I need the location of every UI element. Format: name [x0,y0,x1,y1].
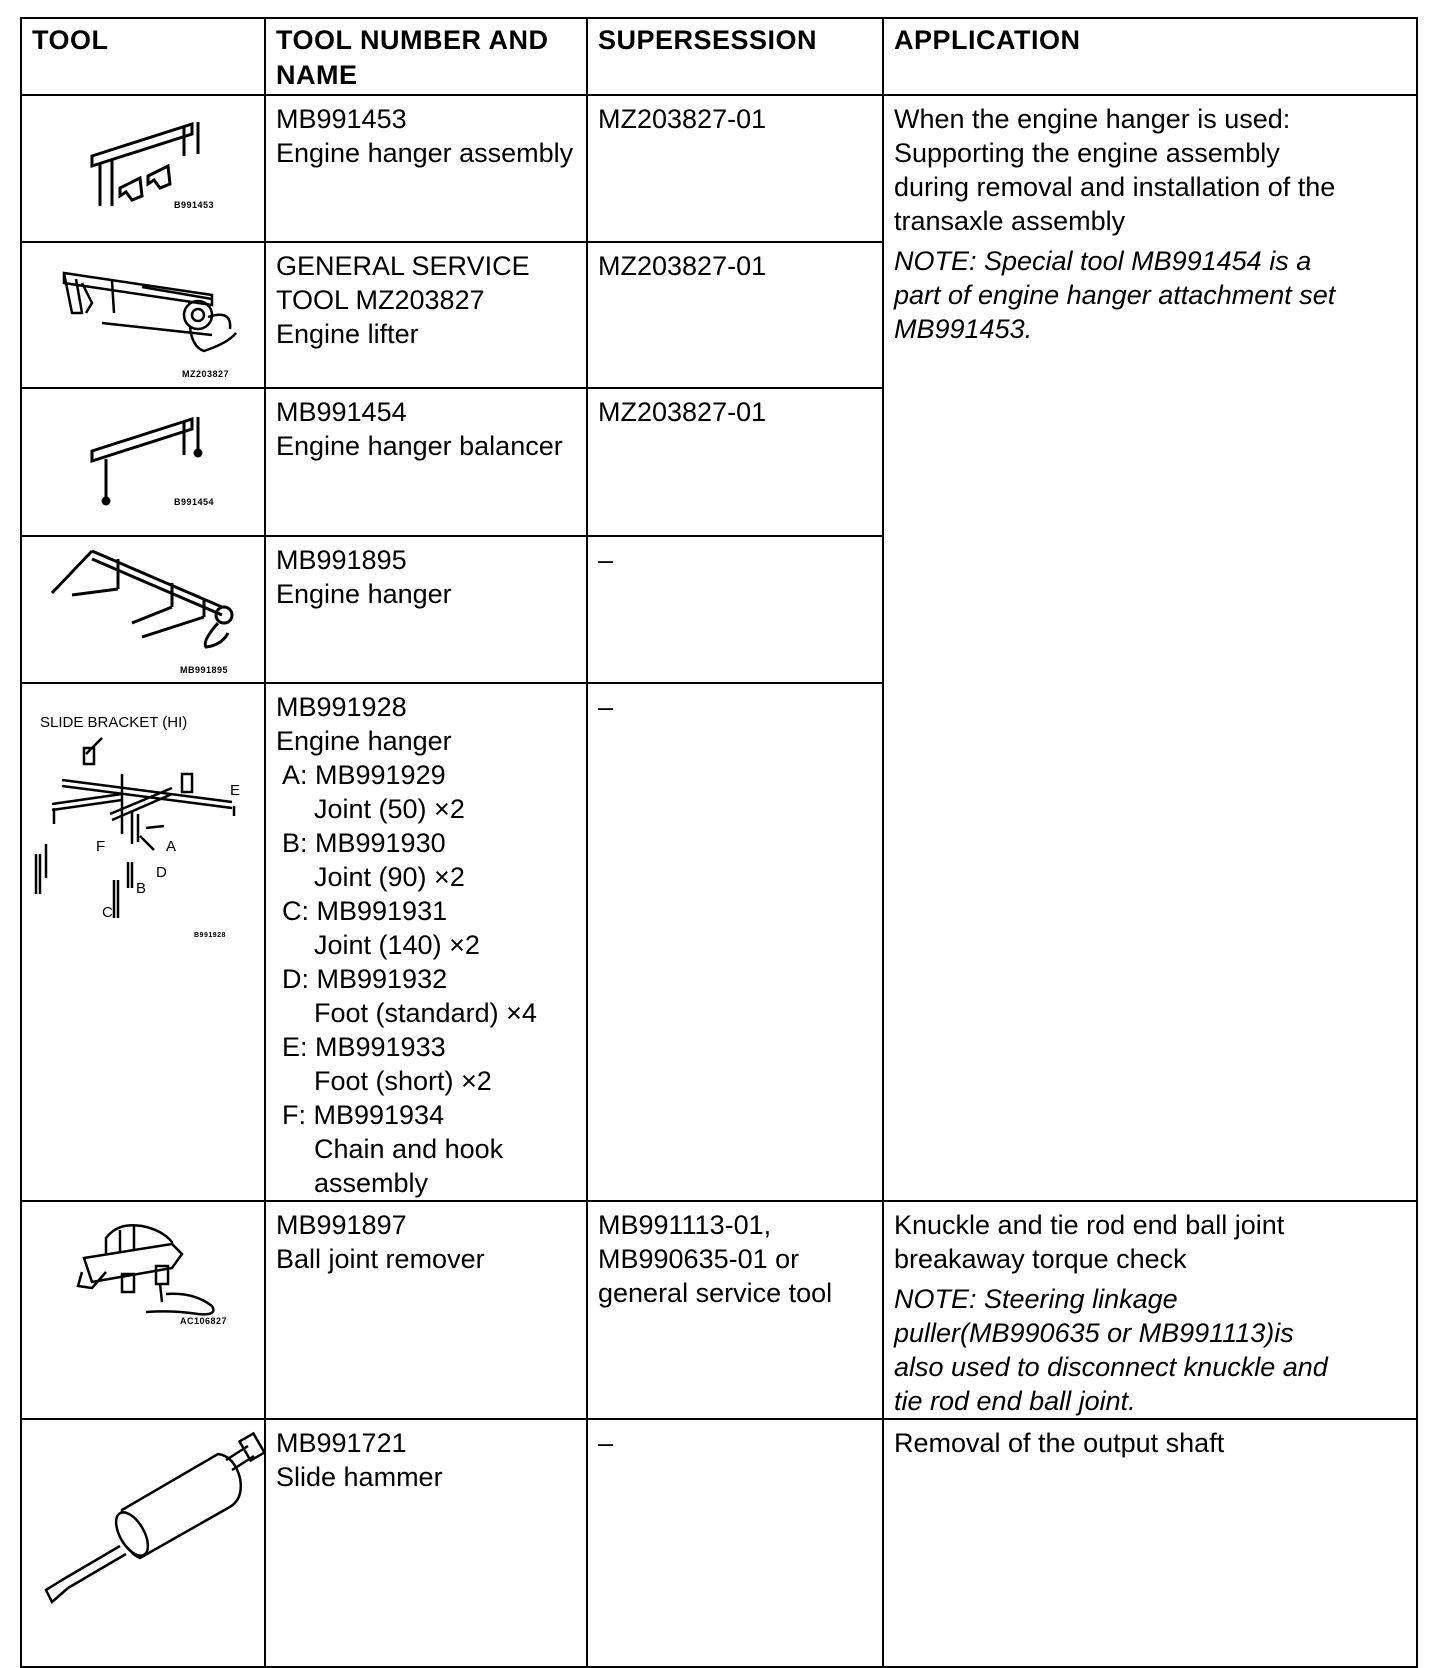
supersession-value: – [598,1428,614,1458]
sub-item-code: A: MB991929 [282,760,446,790]
table-row [21,95,1417,242]
note-text: NOTE: Special tool MB991454 is a [894,246,1312,276]
header-supersession: SUPERSESSION [587,18,883,95]
tool-number-and-name-cell [265,242,587,388]
header-tool-number-and-name: TOOL NUMBER AND NAME [265,18,587,95]
tool-number-and-name-cell [265,683,587,1201]
application-cell-slide-hammer [883,1419,1417,1667]
figure-label: B991454 [174,497,215,507]
supersession-value: MZ203827-01 [598,397,767,427]
sub-item-desc: Joint (140) ×2 [314,930,480,960]
tool-number: MB991721 [276,1428,407,1458]
figure-label: B991453 [174,200,215,210]
tool-illustration-cell [21,95,265,242]
sub-item-code: F: MB991934 [282,1100,445,1130]
tool-name: Engine lifter [276,319,419,349]
tool-number: MB991895 [276,545,407,575]
tool-illustration-cell [21,388,265,536]
application-text: Supporting the engine assembly [894,138,1280,168]
figure-callout-c: C [102,904,113,921]
engine-hanger-mb991928-figure [22,684,266,1176]
tool-illustration-cell [21,1201,265,1419]
supersession-value: MB991113-01, [598,1210,772,1240]
supersession-cell [587,388,883,536]
figure-label: MZ203827 [182,369,230,379]
supersession-value: MZ203827-01 [598,104,767,134]
supersession-value: MZ203827-01 [598,251,767,281]
supersession-value: – [598,545,614,575]
tool-number: MB991897 [276,1210,407,1240]
ball-joint-remover-figure [22,1202,266,1412]
engine-hanger-balancer-figure [22,389,266,537]
tool-number: MB991453 [276,104,407,134]
figure-callout-b: B [136,880,147,897]
header-row [21,18,1417,95]
supersession-cell [587,1419,883,1667]
tool-number-and-name-cell [265,1419,587,1667]
tool-illustration-cell [21,683,265,1201]
table-row [21,1419,1417,1667]
application-text: Knuckle and tie rod end ball joint [894,1210,1285,1240]
figure-callout-a: A [166,838,177,855]
tool-name: Engine hanger [276,726,452,756]
table-row [21,1201,1417,1419]
tool-number-and-name-cell [265,536,587,683]
figure-label: MB991895 [180,665,229,675]
sub-item-code: D: MB991932 [282,964,448,994]
engine-hanger-mb991895-figure [22,537,266,684]
figure-callout-e: E [230,782,241,799]
engine-lifter-figure [22,243,266,389]
application-note [894,1282,1406,1418]
application-text: When the engine hanger is used: [894,104,1291,134]
engine-hanger-assembly-figure [22,96,266,243]
tool-illustration-cell [21,242,265,388]
note-text: also used to disconnect knuckle and [894,1352,1328,1382]
supersession-cell [587,536,883,683]
tool-name: Engine hanger [276,579,452,609]
sub-item-desc: assembly [314,1168,429,1198]
tool-illustration-cell [21,536,265,683]
sub-item-desc: Joint (50) ×2 [314,794,465,824]
tool-number: MB991454 [276,397,407,427]
figure-callout-f: F [96,838,106,855]
tool-number: MB991928 [276,692,407,722]
tool-name: Engine hanger balancer [276,431,563,461]
supersession-value: MB990635-01 or [598,1244,800,1274]
tool-number: TOOL MZ203827 [276,285,485,315]
tool-number-and-name-cell [265,388,587,536]
application-text: Removal of the output shaft [894,1428,1225,1458]
sub-item-desc: Chain and hook [314,1134,504,1164]
supersession-value: – [598,692,614,722]
tool-number: GENERAL SERVICE [276,251,530,281]
figure-label: AC106827 [180,1316,228,1326]
figure-callout-d: D [156,864,167,881]
application-text: during removal and installation of the [894,172,1336,202]
tool-name: Engine hanger assembly [276,138,574,168]
application-cell-engine-hanger [883,95,1417,1201]
tool-name: Ball joint remover [276,1244,485,1274]
supersession-value: general service tool [598,1278,833,1308]
application-text: transaxle assembly [894,206,1126,236]
figure-label: B991928 [194,932,226,939]
sub-item-code: C: MB991931 [282,896,448,926]
application-note [894,244,1406,346]
note-text: puller(MB990635 or MB991113)is [894,1318,1294,1348]
supersession-cell [587,1201,883,1419]
tool-number-and-name-cell [265,95,587,242]
note-text: NOTE: Steering linkage [894,1284,1178,1314]
note-text: part of engine hanger attachment set [894,280,1336,310]
supersession-cell [587,95,883,242]
application-text: breakaway torque check [894,1244,1187,1274]
sub-item-desc: Foot (standard) ×4 [314,998,537,1028]
header-tool: TOOL [21,18,265,95]
special-tools-table [20,17,1418,1668]
note-text: tie rod end ball joint. [894,1386,1136,1416]
sub-item-desc: Joint (90) ×2 [314,862,465,892]
tool-number-and-name-cell [265,1201,587,1419]
figure-callout-slide-bracket: SLIDE BRACKET (HI) [40,714,188,731]
header-application: APPLICATION [883,18,1417,95]
application-cell-ball-joint [883,1201,1417,1419]
tool-illustration-cell [21,1419,265,1667]
sub-item-desc: Foot (short) ×2 [314,1066,492,1096]
tool-name: Slide hammer [276,1462,443,1492]
sub-item-code: E: MB991933 [282,1032,446,1062]
note-text: MB991453. [894,314,1033,344]
supersession-cell [587,242,883,388]
supersession-cell [587,683,883,1201]
slide-hammer-figure [22,1420,266,1668]
sub-item-code: B: MB991930 [282,828,446,858]
